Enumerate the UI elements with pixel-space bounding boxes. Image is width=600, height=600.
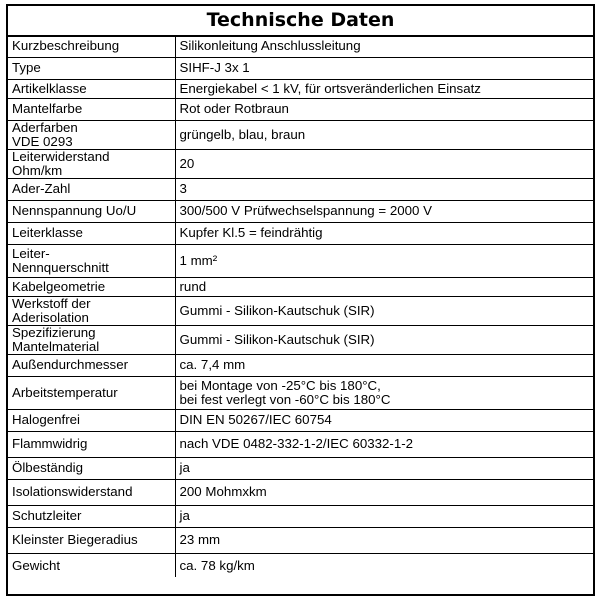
spec-row [8, 325, 593, 354]
spec-row [8, 376, 593, 409]
spec-label: Aderfarben VDE 0293 [8, 120, 175, 149]
spec-label: Ölbeständig [8, 457, 175, 479]
spec-value: 200 Mohmxkm [175, 479, 593, 505]
spec-table [8, 35, 593, 577]
spec-row [8, 354, 593, 376]
spec-row [8, 35, 593, 57]
spec-label: Leiterklasse [8, 222, 175, 244]
spec-row [8, 200, 593, 222]
spec-value: 23 mm [175, 527, 593, 553]
spec-row [8, 98, 593, 120]
spec-label: Isolationswiderstand [8, 479, 175, 505]
spec-value: SIHF-J 3x 1 [175, 57, 593, 79]
spec-value: Energiekabel < 1 kV, für ortsveränderlichen Einsatz [175, 79, 593, 98]
spec-value: ja [175, 505, 593, 527]
spec-value: Gummi - Silikon-Kautschuk (SIR) [175, 296, 593, 325]
spec-label: Halogenfrei [8, 409, 175, 431]
spec-sheet [6, 4, 595, 596]
spec-row [8, 553, 593, 577]
spec-label: Gewicht [8, 553, 175, 577]
spec-label: Spezifizierung Mantelmaterial [8, 325, 175, 354]
spec-label: Leiterwiderstand Ohm/km [8, 149, 175, 178]
spec-row [8, 505, 593, 527]
spec-label: Flammwidrig [8, 431, 175, 457]
spec-row [8, 296, 593, 325]
spec-row [8, 222, 593, 244]
spec-label: Kurzbeschreibung [8, 35, 175, 57]
spec-label: Kabelgeometrie [8, 277, 175, 296]
spec-value: Rot oder Rotbraun [175, 98, 593, 120]
spec-value: rund [175, 277, 593, 296]
spec-label: Arbeitstemperatur [8, 376, 175, 409]
spec-value: grüngelb, blau, braun [175, 120, 593, 149]
spec-row [8, 479, 593, 505]
spec-row [8, 457, 593, 479]
spec-label: Nennspannung Uo/U [8, 200, 175, 222]
spec-row [8, 409, 593, 431]
spec-value: Gummi - Silikon-Kautschuk (SIR) [175, 325, 593, 354]
spec-value: Kupfer Kl.5 = feindrähtig [175, 222, 593, 244]
spec-row [8, 178, 593, 200]
spec-row [8, 79, 593, 98]
spec-label: Schutzleiter [8, 505, 175, 527]
spec-row [8, 244, 593, 277]
spec-row [8, 431, 593, 457]
spec-label: Werkstoff der Aderisolation [8, 296, 175, 325]
spec-value: DIN EN 50267/IEC 60754 [175, 409, 593, 431]
spec-row [8, 57, 593, 79]
spec-label: Außendurchmesser [8, 354, 175, 376]
spec-value: 1 mm² [175, 244, 593, 277]
spec-value: ja [175, 457, 593, 479]
spec-label: Leiter- Nennquerschnitt [8, 244, 175, 277]
spec-label: Artikelklasse [8, 79, 175, 98]
spec-row [8, 277, 593, 296]
spec-value: 3 [175, 178, 593, 200]
spec-row [8, 527, 593, 553]
spec-value: Silikonleitung Anschlussleitung [175, 35, 593, 57]
spec-value: nach VDE 0482-332-1-2/IEC 60332-1-2 [175, 431, 593, 457]
spec-value: ca. 78 kg/km [175, 553, 593, 577]
spec-row [8, 149, 593, 178]
spec-value: 20 [175, 149, 593, 178]
sheet-title: Technische Daten [8, 6, 593, 37]
spec-value: ca. 7,4 mm [175, 354, 593, 376]
spec-label: Kleinster Biegeradius [8, 527, 175, 553]
spec-label: Type [8, 57, 175, 79]
spec-label: Ader-Zahl [8, 178, 175, 200]
spec-value: bei Montage von -25°C bis 180°C, bei fest verlegt von -60°C bis 180°C [175, 376, 593, 409]
spec-label: Mantelfarbe [8, 98, 175, 120]
spec-value: 300/500 V Prüfwechselspannung = 2000 V [175, 200, 593, 222]
spec-row [8, 120, 593, 149]
